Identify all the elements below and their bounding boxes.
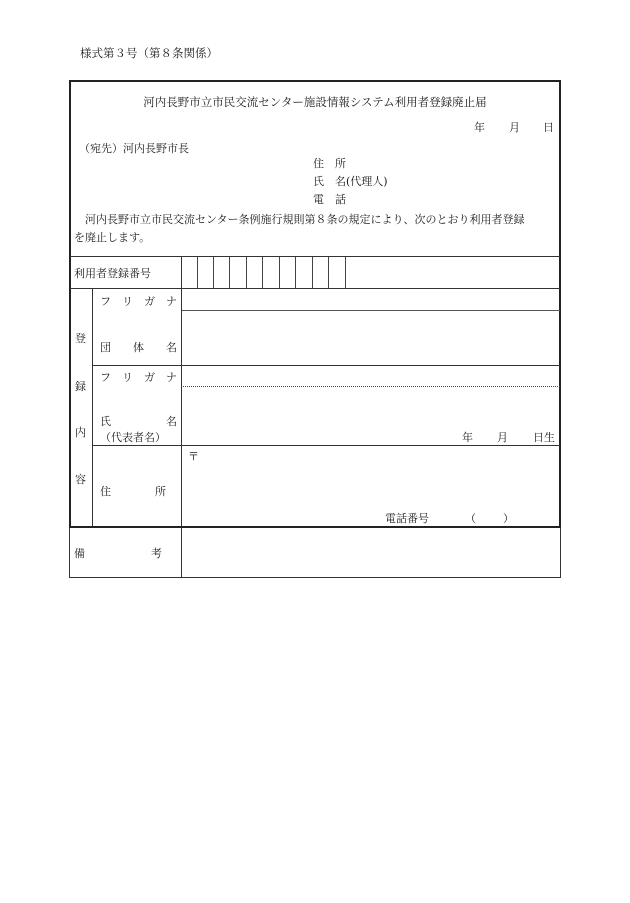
reg-number-cell[interactable] <box>295 257 311 288</box>
section-char-3: 内 <box>75 426 86 439</box>
birth-month-label: 月 <box>497 431 508 444</box>
reg-number-cell[interactable] <box>328 257 344 288</box>
phone-number-label: 電話番号 <box>385 512 429 525</box>
remarks-label: 備 考 <box>74 547 162 560</box>
statement-line-1: 河内長野市立市民交流センター条例施行規則第８条の規定により、次のとおり利用者登録 <box>74 213 525 226</box>
reg-number-cell[interactable] <box>229 257 245 288</box>
furigana-label-name: フ リ ガ ナ <box>100 371 177 384</box>
section-char-2: 録 <box>75 380 86 393</box>
applicant-name-label: 氏 名(代理人) <box>313 175 388 188</box>
form-title: 河内長野市立市民交流センター施設情報システム利用者登録廃止届 <box>143 95 487 109</box>
representative-name-input[interactable] <box>183 388 453 428</box>
reg-number-cell[interactable] <box>197 257 213 288</box>
reg-number-cell[interactable] <box>345 257 361 288</box>
birth-day-label: 日生 <box>533 431 555 444</box>
birth-year-label: 年 <box>462 431 473 444</box>
group-name-input[interactable] <box>183 312 559 364</box>
reg-number-cell[interactable] <box>312 257 328 288</box>
group-furigana-input[interactable] <box>183 290 559 309</box>
addressee: （宛先）河内長野市長 <box>79 142 189 155</box>
applicant-address-label: 住 所 <box>313 157 346 170</box>
reg-number-cell[interactable] <box>246 257 262 288</box>
section-char-1: 登 <box>75 332 86 345</box>
phone-paren-open: （ <box>465 512 476 525</box>
divider-furigana-1 <box>181 310 560 311</box>
address-label: 住 所 <box>100 485 166 498</box>
divider-group-name <box>92 365 560 366</box>
address-input[interactable] <box>200 448 559 503</box>
name-furigana-input[interactable] <box>183 367 559 385</box>
section-char-4: 容 <box>75 473 86 486</box>
postal-mark: 〒 <box>188 450 199 463</box>
name-label: 氏 名 <box>100 415 177 428</box>
divider-name <box>92 445 560 446</box>
statement-line-2: を廃止します。 <box>74 231 151 244</box>
form-number: 様式第３号（第８条関係） <box>80 46 218 60</box>
reg-number-cell[interactable] <box>213 257 229 288</box>
column-divider-main <box>181 257 182 527</box>
reg-number-cell[interactable] <box>262 257 278 288</box>
date-year: 年 <box>474 121 485 134</box>
divider-registration-number <box>70 288 560 289</box>
furigana-label-group: フ リ ガ ナ <box>100 295 177 308</box>
date-day: 日 <box>543 121 554 134</box>
group-name-label: 団 体 名 <box>100 341 177 354</box>
remarks-input[interactable] <box>183 530 559 576</box>
divider-furigana-2 <box>181 386 560 387</box>
registration-number-label: 利用者登録番号 <box>74 267 151 280</box>
representative-label: （代表者名） <box>100 431 166 444</box>
reg-number-cell[interactable] <box>279 257 295 288</box>
column-divider-section <box>92 289 93 527</box>
date-month: 月 <box>509 121 520 134</box>
applicant-phone-label: 電 話 <box>313 193 346 206</box>
remarks-divider <box>181 528 182 578</box>
phone-paren-close: ） <box>503 512 514 525</box>
